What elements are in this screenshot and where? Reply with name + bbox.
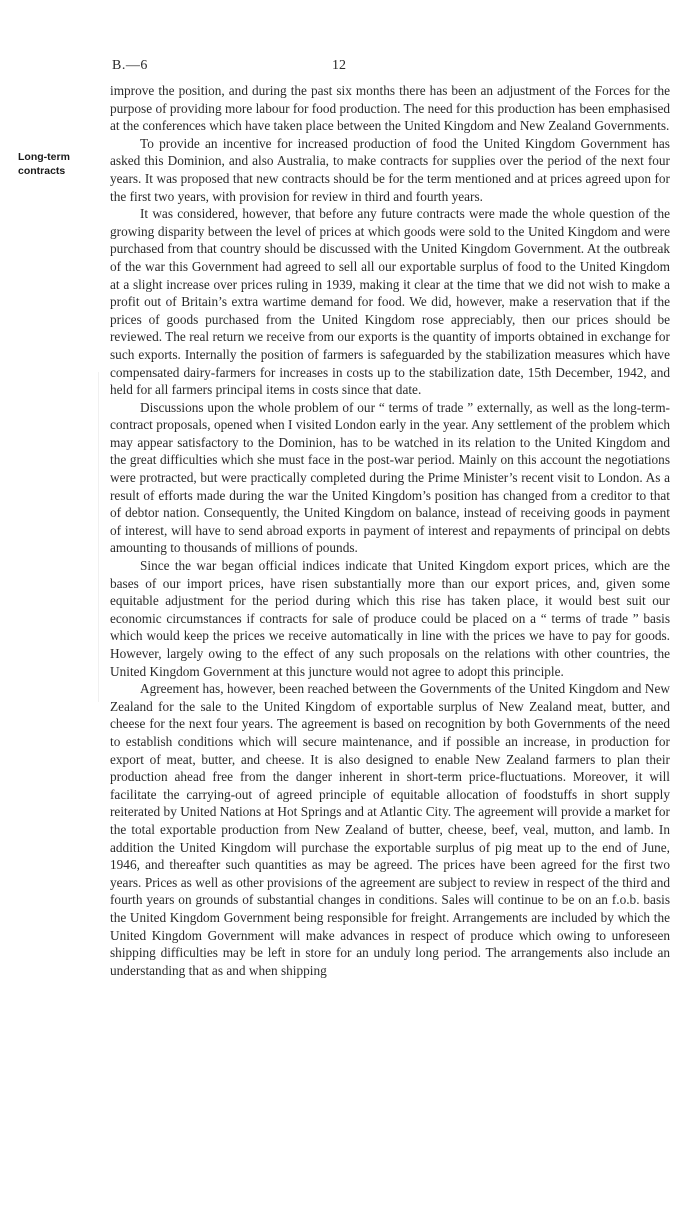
margin-note-line-2: contracts [18,165,66,177]
paragraph-continuation: improve the position, and during the past six months there has been an adjustment of the Forces for the purpose of providing more labour for food production. The need for this production has been emphasised at the conferences which have taken place between the United Kingdom and New Zealand Governments. [110,83,670,134]
paragraph-incentive: To provide an incentive for increased production of food the United Kingdom Government has asked this Dominion, and also Australia, to make contracts for supplies over the period of the next four years. It was proposed that new contracts should be for the term mentioned and at prices agreed upon for the first two years, with provision for review in third and fourth years. [110,135,670,204]
margin-note-long-term-contracts [18,150,100,178]
paragraph-agreement: Agreement has, however, been reached between the Governments of the United Kingdom and New Zealand for the sale to the United Kingdom of exportable surplus of New Zealand meat, butter, and cheese for the next four years. The agreement is based on recognition by both Governments of the need to establish conditions which will secure maintenance, and if possible an increase, in production for export of meat, butter, and cheese. It is also designed to enable New Zealand farmers to plan their production ahead free from the danger inherent in short-term price-fluctuations. Moreover, it will facilitate the carrying-out of agreed principle of equitable allocation of foodstuffs in short supply reiterated by United Nations at Hot Springs and at Atlantic City. The agreement will provide a market for the total exportable production from New Zealand of butter, cheese, beef, veal, mutton, and lamb. In addition the United Kingdom will purchase the exportable surplus of pig meat up to the end of June, 1946, and thereafter such quantities as may be agreed. The prices have been agreed for the first two years. Prices as well as other provisions of the agreement are subject to review in respect of the third and fourth years on grounds of substantial changes in conditions. Sales will continue to be on an f.o.b. basis the United Kingdom Government being responsible for freight. Arrangements are included by which the United Kingdom Government will make advances in respect of produce which owing to unforeseen shipping difficulties may be left in store for an unduly long period. The arrangements also include an understanding that as and when shipping [110,681,670,978]
document-reference: B.—6 [112,58,148,73]
paragraph-price-disparity: It was considered, however, that before any future contracts were made the whole question of the growing disparity between the level of prices at which goods were sold to the United Kingdom and were purchased from that country should be discussed with the United Kingdom Government. At the outbreak of the war this Government had agreed to sell all our exportable surplus of food to the United Kingdom at a slight increase over prices ruling in 1939, making it clear at the time that we did not wish to make a profit out of Britain’s extra wartime demand for food. We did, however, make a reservation that if the prices of goods purchased from the United Kingdom rose appreciably, then our prices should be reviewed. The real return we receive from our exports is the quantity of imports obtained in exchange for such exports. Internally the position of farmers is safeguarded by the stabilization measures which have compensated dairy-farmers for increases in costs up to the stabilization date, 15th December, 1942, and held for all farmers principal items in costs since that date. [110,206,670,398]
page-header [0,58,700,78]
scan-margin-mark [98,372,99,702]
paragraph-export-prices: Since the war began official indices indicate that United Kingdom export prices, which are the bases of our import prices, have risen substantially more than our export prices, and, given some equitable adjustment for the period during which this rise has taken place, it would best suit our economic circumstances if contracts for sale of produce could be placed on a “ terms of trade ” basis which would keep the prices we receive automatically in line with the prices we have to pay for goods. However, largely owing to the effect of any such proposals on the relations with other countries, the United Kingdom Government at this juncture would not agree to adopt this principle. [110,558,670,679]
margin-note-line-1: Long-term [18,151,70,163]
body-text [110,82,670,979]
page-number: 12 [332,58,346,73]
paragraph-discussions: Discussions upon the whole problem of our “ terms of trade ” externally, as well as the long-term-contract proposals, opened when I visited London early in the year. Any settlement of the problem which may appear satisfactory to the Dominion, has to be watched in its relation to the United Kingdom and the great difficulties which she must face in the post-war period. Mainly on this account the negotiations were protracted, but were practically completed during the Prime Minister’s recent visit to London. As a result of efforts made during the war the United Kingdom’s position has changed from a creditor to that of debtor nation. Consequently, the United Kingdom on balance, instead of receiving goods in payment of interest, will have to send abroad exports in payment of interest and repayments of principal on debts amounting to thousands of millions of pounds. [110,399,670,556]
